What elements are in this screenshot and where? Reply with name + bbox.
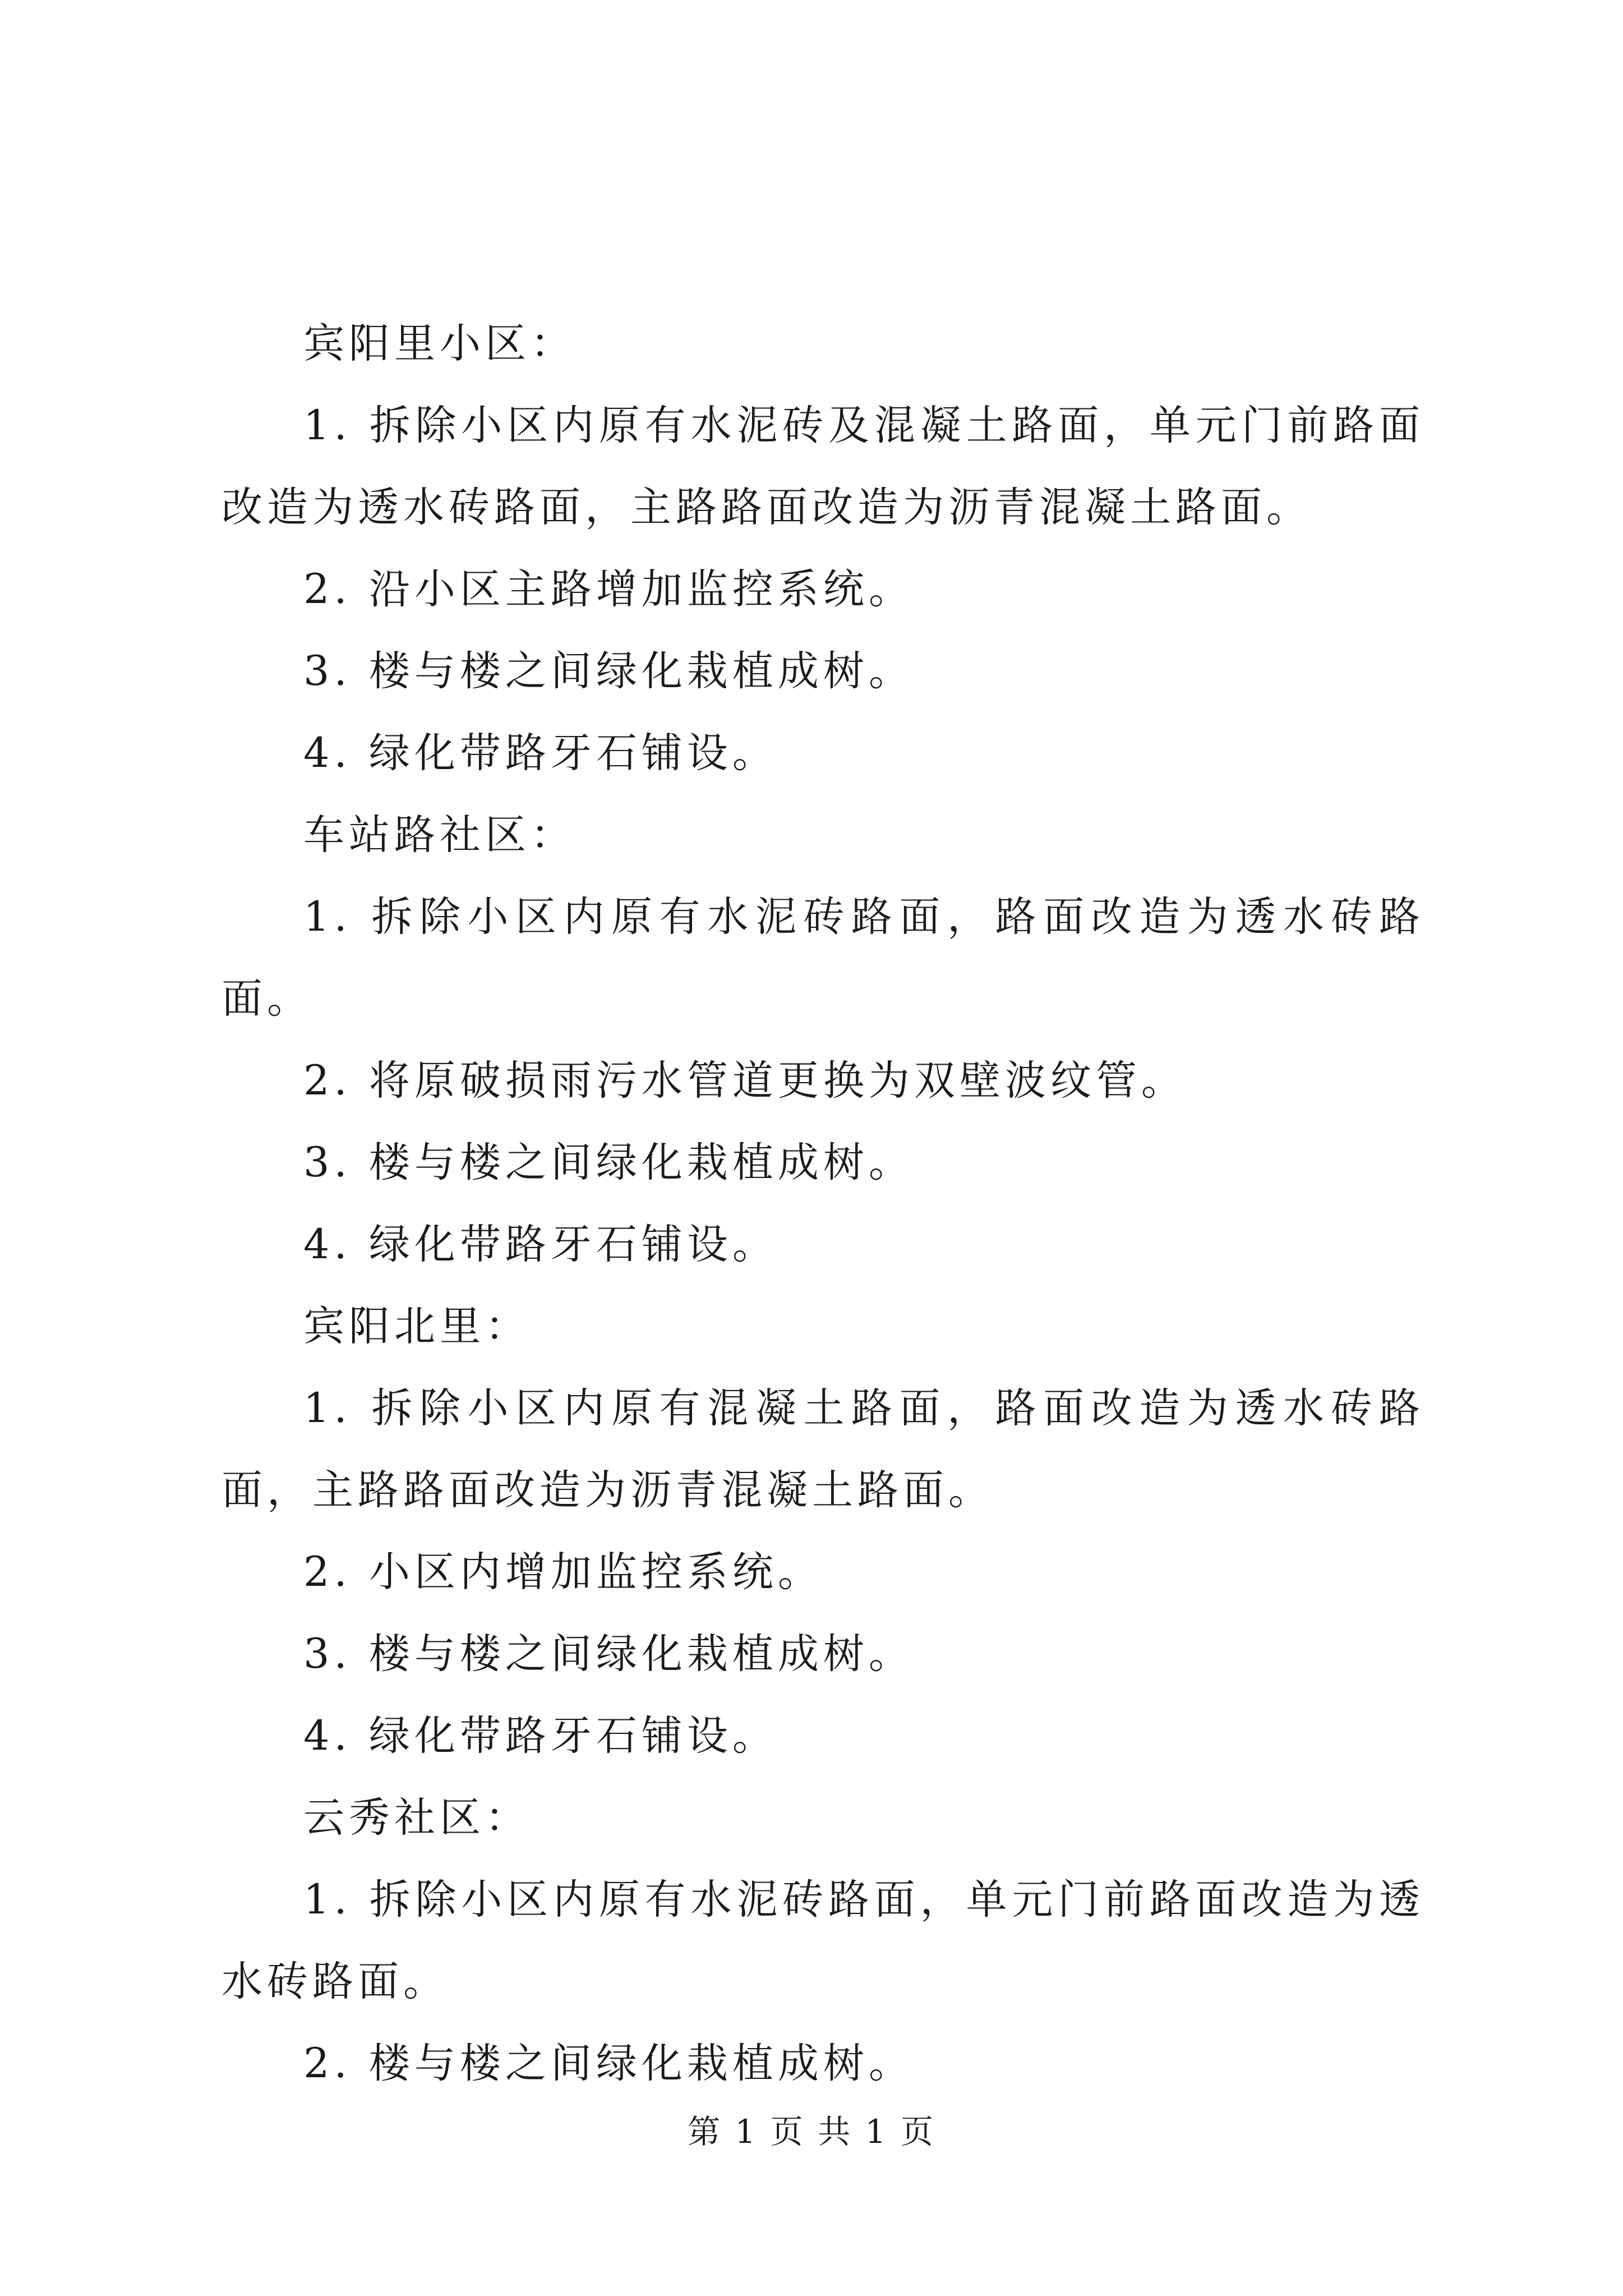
list-item: 1. 拆除小区内原有水泥砖路面，路面改造为透水砖路面。 [222,893,1424,1023]
section-heading-yunxiu: 云秀社区： [303,1794,531,1842]
list-item: 4. 绿化带路牙石铺设。 [303,1712,778,1760]
list-item: 3. 楼与楼之间绿化栽植成树。 [303,1139,914,1186]
list-item: 2. 楼与楼之间绿化栽植成树。 [303,2040,914,2087]
section-heading-binyangli: 宾阳里小区： [303,320,576,367]
list-item: 2. 小区内增加监控系统。 [303,1548,823,1596]
list-item: 1. 拆除小区内原有水泥砖及混凝土路面，单元门前路面改造为透水砖路面，主路路面改造为沥青混凝土路面。 [222,402,1424,531]
list-item: 4. 绿化带路牙石铺设。 [303,729,778,777]
page-footer: 第 1 页 共 1 页 [688,2113,935,2151]
list-item: 1. 拆除小区内原有混凝土路面，路面改造为透水砖路面，主路路面改造为沥青混凝土路面。 [222,1384,1424,1514]
list-item: 1. 拆除小区内原有水泥砖路面，单元门前路面改造为透水砖路面。 [222,1876,1424,2005]
list-item: 4. 绿化带路牙石铺设。 [303,1221,778,1268]
list-item: 2. 将原破损雨污水管道更换为双壁波纹管。 [303,1057,1187,1105]
document-body [222,303,1424,2105]
list-item: 3. 楼与楼之间绿化栽植成树。 [303,647,914,695]
section-heading-binyangbeili: 宾阳北里： [303,1303,531,1350]
section-heading-chezhanlu: 车站路社区： [303,811,576,859]
list-item: 2. 沿小区主路增加监控系统。 [303,565,914,613]
list-item: 3. 楼与楼之间绿化栽植成树。 [303,1630,914,1678]
